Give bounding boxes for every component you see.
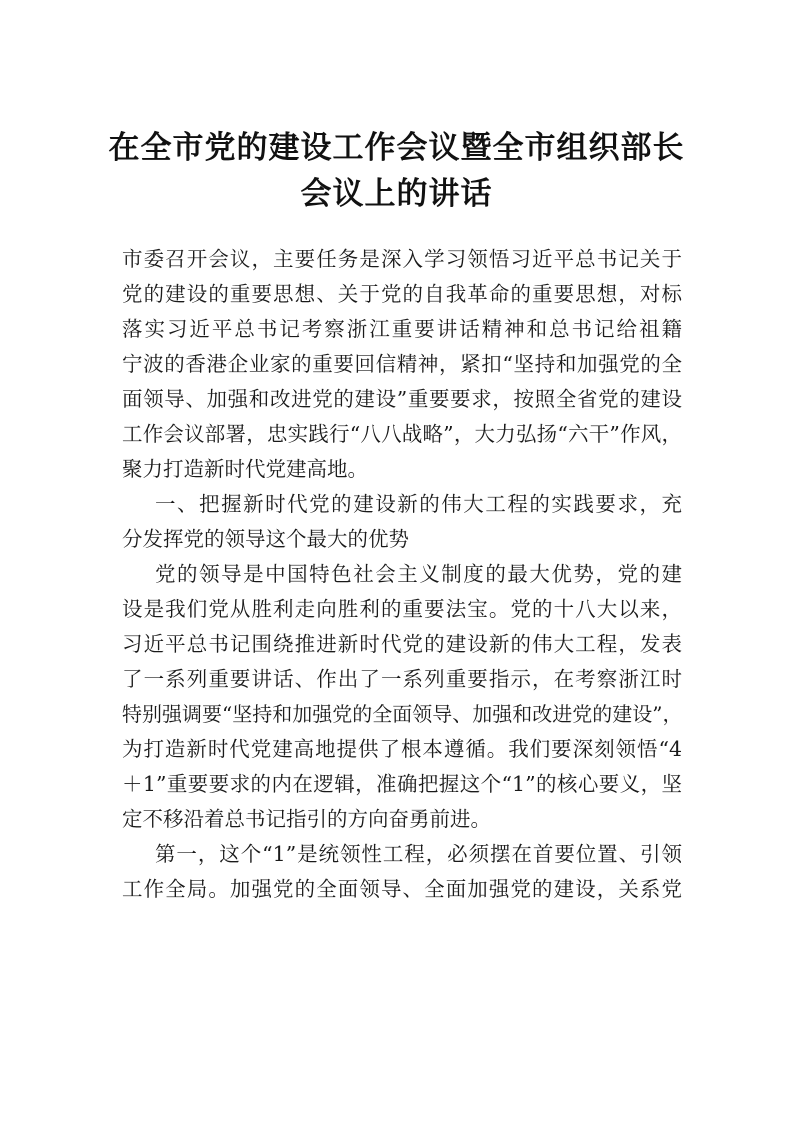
paragraph-1-line: 工作会议部署，忠实践行“八八战略”，大力弘扬“六干”作风， [122,422,682,446]
paragraph-3-line: 设是我们党从胜利走向胜利的重要法宝。党的十八大以来， [122,597,682,621]
paragraph-1-line: 宁波的香港企业家的重要回信精神，紧扣“坚持和加强党的全 [122,352,682,376]
paragraph-1-line: 面领导、加强和改进党的建设”重要要求，按照全省党的建设 [122,387,682,411]
paragraph-1-line: 市委召开会议，主要任务是深入学习领悟习近平总书记关于 [122,247,682,271]
document-title-line-1: 在全市党的建设工作会议暨全市组织部长 [108,130,685,166]
paragraph-3-line: 特别强调要“坚持和加强党的全面领导、加强和改进党的建设”， [122,702,683,726]
section-heading-line: 一、把握新时代党的建设新的伟大工程的实践要求，充 [155,492,682,516]
paragraph-3-line: 党的领导是中国特色社会主义制度的最大优势，党的建 [155,562,682,586]
paragraph-4-line: 工作全局。加强党的全面领导、全面加强党的建设，关系党 [122,877,682,901]
paragraph-1-line: 聚力打造新时代党建高地。 [122,457,368,481]
paragraph-3-line: ＋1”重要要求的内在逻辑，准确把握这个“1”的核心要义，坚 [122,772,682,796]
paragraph-3-line: 习近平总书记围绕推进新时代党的建设新的伟大工程，发表 [122,632,682,656]
document-title-line-2: 会议上的讲话 [300,176,493,212]
paragraph-1-line: 党的建设的重要思想、关于党的自我革命的重要思想，对标 [122,282,682,306]
paragraph-1-line: 落实习近平总书记考察浙江重要讲话精神和总书记给祖籍 [122,317,682,341]
section-heading-line: 分发挥党的领导这个最大的优势 [122,527,409,551]
paragraph-3-line: 为打造新时代党建高地提供了根本遵循。我们要深刻领悟“4 [122,737,682,761]
paragraph-4-line: 第一，这个“1”是统领性工程，必须摆在首要位置、引领 [155,842,682,866]
paragraph-3-line: 定不移沿着总书记指引的方向奋勇前进。 [122,807,491,831]
paragraph-3-line: 了一系列重要讲话、作出了一系列重要指示，在考察浙江时 [122,667,682,691]
